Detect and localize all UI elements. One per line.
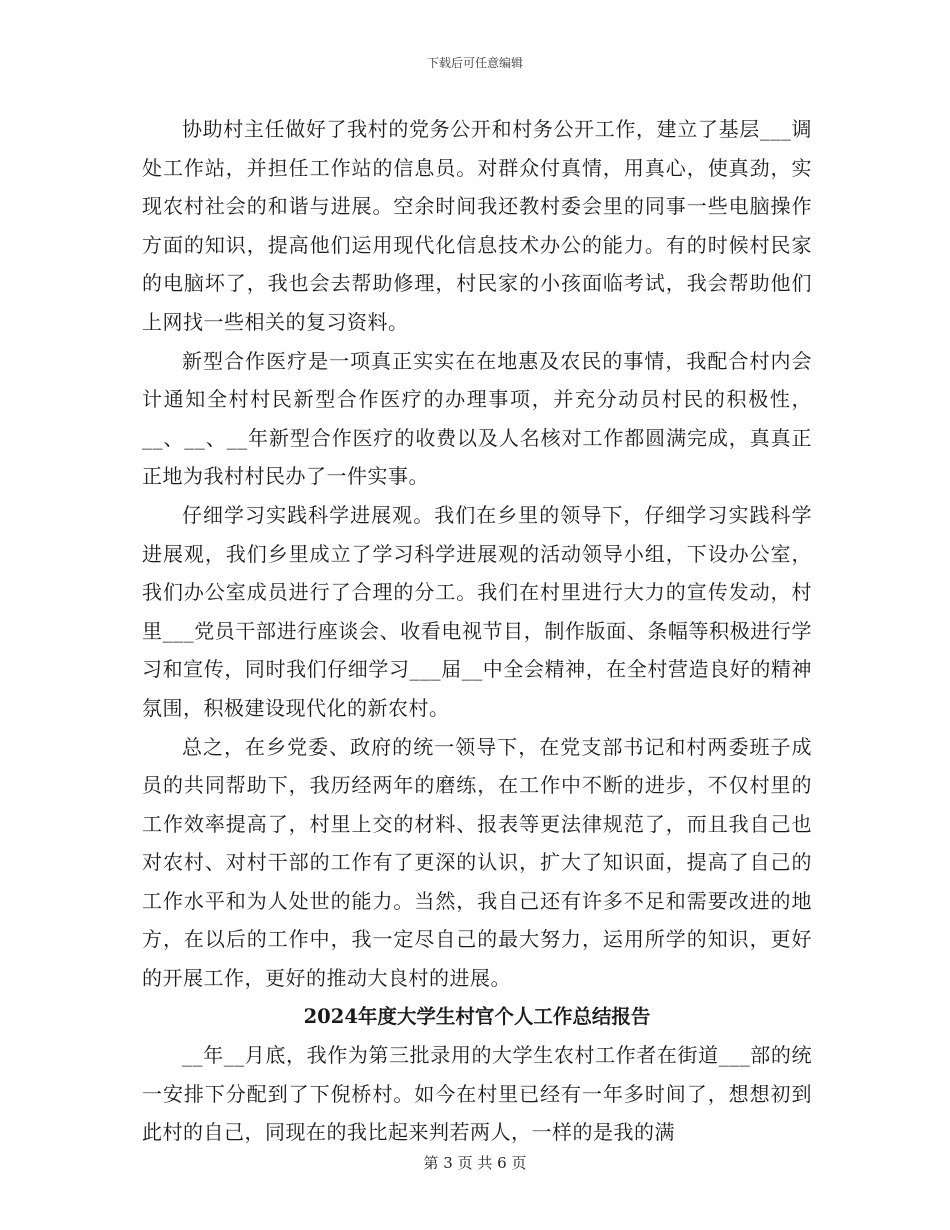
page-number-footer: 第 3 页 共 6 页 <box>423 1154 527 1172</box>
paragraph-scientific-development: 仔细学习实践科学进展观。我们在乡里的领导下，仔细学习实践科学进展观，我们乡里成立了学习科学进展观的活动领导小组，下设办公室，我们办公室成员进行了合理的分工。我们在村里进行大力的宣传发动，村里___党员干部进行座谈会、收看电视节目，制作版面、条幅等积极进行学习和宣传，同时我们仔细学习___届__中全会精神，在全村营造良好的精神氛围，积极建设现代化的新农村。 <box>142 502 812 720</box>
paragraph-cooperative-medical: 新型合作医疗是一项真正实实在在地惠及农民的事情，我配合村内会计通知全村村民新型合作医疗的办理事项，并充分动员村民的积极性，__、__、__年新型合作医疗的收费以及人名核对工作都圆满完成，真真正正地为我村村民办了一件实事。 <box>142 348 812 489</box>
section-title: 2024年度大学生村官个人工作总结报告 <box>303 1004 651 1028</box>
paragraph-village-affairs: 协助村主任做好了我村的党务公开和村务公开工作，建立了基层___调处工作站，并担任工作站的信息员。对群众付真情，用真心，使真劲，实现农村社会的和谐与进展。空余时间我还教村委会里的同事一些电脑操作方面的知识，提高他们运用现代化信息技术办公的能力。有的时候村民家的电脑坏了，我也会去帮助修理，村民家的小孩面临考试，我会帮助他们上网找一些相关的复习资料。 <box>142 117 812 334</box>
paragraph-summary: 总之，在乡党委、政府的统一领导下，在党支部书记和村两委班子成员的共同帮助下，我历经两年的磨练，在工作中不断的进步，不仅村里的工作效率提高了，村里上交的材料、报表等更法律规范了，而且我自己也对农村、对村干部的工作有了更深的认识，扩大了知识面，提高了自己的工作水平和为人处世的能力。当然，我自己还有许多不足和需要改进的地方，在以后的工作中，我一定尽自己的最大努力，运用所学的知识，更好的开展工作，更好的推动大良村的进展。 <box>142 734 812 991</box>
page-header: 下载后可任意编辑 <box>426 56 523 70</box>
document-body <box>142 110 812 1152</box>
paragraph-new-section: __年__月底，我作为第三批录用的大学生农村工作者在街道___部的统一安排下分配到了下倪桥村。如今在村里已经有一年多时间了，想想初到此村的自己，同现在的我比起来判若两人，一样的是我的满 <box>142 1043 812 1145</box>
